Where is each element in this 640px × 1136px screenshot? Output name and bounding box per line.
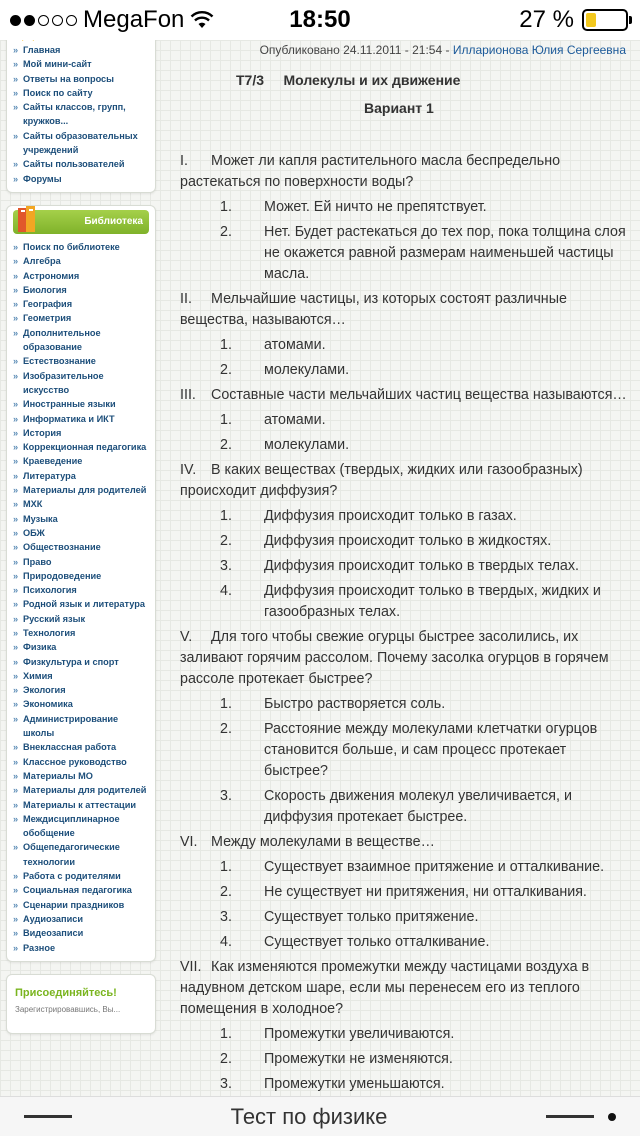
answer-number: 1. [220,859,232,875]
question-number: VI. [180,834,198,850]
answer-number: 3. [220,558,232,574]
question-number: III. [180,387,196,403]
sidebar-link[interactable]: » Материалы к аттестации [13,798,149,812]
sidebar-link[interactable]: » Администрирование школы [13,712,149,741]
sidebar-link[interactable]: » Экология [13,683,149,697]
answer-text: Не существует ни притяжения, ни отталкивания. [264,884,587,900]
sidebar-link[interactable]: » Дополнительное образование [13,326,149,355]
sidebar-link[interactable]: » МХК [13,497,149,511]
more-icon[interactable] [608,1113,616,1121]
sidebar-link[interactable]: » Материалы для родителей [13,483,149,497]
published-date: Опубликовано 24.11.2011 - 21:54 - [259,43,453,57]
status-bar [0,0,640,40]
answer-option [180,222,630,285]
answer-number: 2. [220,721,232,737]
sidebar-link[interactable]: » Коррекционная педагогика [13,440,149,454]
sidebar-link[interactable]: » Ответы на вопросы [13,72,149,86]
answer-option [180,197,630,218]
sidebar-link[interactable]: » Поиск по сайту [13,86,149,100]
answer-text: Существует только притяжение. [264,909,479,925]
test-title: Т7/3 Молекулы и их движение [236,72,461,88]
sidebar-link[interactable]: » Сценарии праздников [13,898,149,912]
answer-text: молекулами. [264,437,350,453]
sidebar-link[interactable]: » Аудиозаписи [13,912,149,926]
answer-number: 1. [220,412,232,428]
answer-option [180,1049,630,1070]
answer-option [180,531,630,552]
sidebar-link[interactable]: » Биология [13,283,149,297]
menu-list [13,43,149,186]
question [180,832,630,853]
sidebar-link[interactable]: » Сайты классов, групп, кружков... [13,100,149,129]
answer-text: Диффузия происходит только в жидкостях. [264,533,552,549]
library-panel [6,205,156,962]
sidebar-link[interactable]: » Поиск по библиотеке [13,240,149,254]
sidebar-link[interactable]: » Технология [13,626,149,640]
answer-text: Нет. Будет растекаться до тех пор, пока толщина слоя не окажется равной размерам наименьшей частицы масла. [264,224,626,282]
sidebar-link[interactable]: » Мой мини-сайт [13,57,149,71]
answer-number: 4. [220,934,232,950]
answer-text: атомами. [264,412,326,428]
answer-number: 2. [220,1051,232,1067]
answer-number: 4. [220,583,232,599]
wifi-icon [190,11,214,29]
question-text: Между молекулами в веществе… [211,834,435,850]
answer-option [180,435,630,456]
sidebar-link[interactable]: » История [13,426,149,440]
sidebar-link[interactable]: » Музыка [13,512,149,526]
answer-number: 2. [220,884,232,900]
sidebar-link[interactable]: » Алгебра [13,254,149,268]
question-number: IV. [180,462,197,478]
signal-strength-icon [10,15,77,26]
sidebar-link[interactable]: » Право [13,555,149,569]
question [180,289,630,331]
questions-list [180,151,630,1095]
status-right [519,6,628,34]
library-title: Библиотека [84,216,143,228]
carrier-name: MegaFon [83,6,185,33]
sidebar-link[interactable]: » Форумы [13,172,149,186]
answer-option [180,581,630,623]
answer-number: 1. [220,508,232,524]
sidebar-link[interactable]: » Изобразительное искусство [13,369,149,398]
sidebar-link[interactable]: » Астрономия [13,269,149,283]
answer-option [180,506,630,527]
library-panel-header [13,210,149,234]
answer-text: Скорость движения молекул увеличивается, и диффузия протекает быстрее. [264,788,572,825]
sidebar-link[interactable]: » Классное руководство [13,755,149,769]
battery-level [586,13,596,27]
sidebar-link[interactable]: » Внеклассная работа [13,740,149,754]
answer-option [180,335,630,356]
sidebar-link[interactable]: » Информатика и ИКТ [13,412,149,426]
sidebar-link[interactable]: » ОБЖ [13,526,149,540]
question-text: Составные части мельчайших частиц вещества называются… [211,387,627,403]
sidebar-link[interactable]: » Физкультура и спорт [13,655,149,669]
answer-number: 2. [220,533,232,549]
join-title[interactable]: Присоединяйтесь! [15,986,117,999]
answer-option [180,410,630,431]
answer-option [180,556,630,577]
sidebar-link[interactable]: » География [13,297,149,311]
answer-number: 2. [220,224,232,240]
sidebar-link[interactable]: » Главная [13,43,149,57]
answer-text: Промежутки не изменяются. [264,1051,453,1067]
answer-text: Диффузия происходит только в газах. [264,508,517,524]
sidebar-link[interactable]: » Сайты образовательных учреждений [13,129,149,158]
answer-number: 2. [220,437,232,453]
clock: 18:50 [289,6,351,33]
sidebar-link[interactable]: » Общепедагогические технологии [13,840,149,869]
sidebar-link[interactable]: » Социальная педагогика [13,883,149,897]
sidebar-link[interactable]: » Работа с родителями [13,869,149,883]
question-text: Может ли капля растительного масла беспредельно растекаться по поверхности воды? [180,153,561,190]
sidebar [6,28,156,1046]
answer-text: атомами. [264,337,326,353]
answer-text: Диффузия происходит только в твердых, жидких и газообразных телах. [264,583,601,620]
tabs-icon[interactable] [546,1115,594,1118]
menu-panel [6,28,156,193]
sidebar-link[interactable]: » Разное [13,941,149,955]
sidebar-link[interactable]: » Видеозаписи [13,926,149,940]
sidebar-link[interactable]: » Психология [13,583,149,597]
article [180,40,630,1099]
sidebar-link[interactable]: » Родной язык и литература [13,597,149,611]
sidebar-link[interactable]: » Иностранные языки [13,397,149,411]
status-left [10,6,214,34]
answer-number: 3. [220,1076,232,1092]
question-number: II. [180,291,192,307]
answer-number: 1. [220,696,232,712]
sidebar-link[interactable]: » Геометрия [13,311,149,325]
question-text: Мельчайшие частицы, из которых состоят различные вещества, называются… [180,291,567,328]
author-link[interactable]: Илларионова Юлия Сергеевна [452,43,626,57]
question [180,957,630,1020]
question-number: VII. [180,959,202,975]
sidebar-link[interactable]: » Обществознание [13,540,149,554]
answer-option [180,786,630,828]
question-text: В каких веществах (твердых, жидких или газообразных) происходит диффузия? [180,462,583,499]
sidebar-link[interactable]: » Русский язык [13,612,149,626]
publication-info [180,40,626,58]
battery-percent: 27 % [519,6,574,33]
answer-option [180,882,630,903]
answer-option [180,1024,630,1045]
sidebar-link[interactable]: » Экономика [13,697,149,711]
answer-option [180,907,630,928]
join-subtitle: Зарегистрировавшись, Вы... [15,1004,121,1014]
page-tab-title[interactable]: Тест по физике [230,1103,388,1129]
question-text: Как изменяются промежутки между частицами воздуха в надувном детском шаре, если мы перенесем его из теплого помещения в холодное? [180,959,590,1017]
answer-text: Быстро растворяется соль. [264,696,446,712]
menu-icon[interactable] [24,1115,72,1118]
question [180,627,630,690]
variant-label: Вариант 1 [364,100,434,116]
sidebar-link[interactable]: » Материалы для родителей [13,783,149,797]
answer-text: молекулами. [264,362,350,378]
sidebar-link[interactable]: » Литература [13,469,149,483]
question [180,385,630,406]
answer-text: Промежутки увеличиваются. [264,1026,455,1042]
sidebar-link[interactable]: » Краеведение [13,454,149,468]
sidebar-link[interactable]: » Физика [13,640,149,654]
sidebar-link[interactable]: » Сайты пользователей [13,157,149,171]
sidebar-link[interactable]: » Междисциплинарное обобщение [13,812,149,841]
answer-option [180,719,630,782]
answer-text: Может. Ей ничто не препятствует. [264,199,487,215]
question [180,151,630,193]
answer-option [180,932,630,953]
library-list [13,240,149,955]
question [180,460,630,502]
answer-option [180,360,630,381]
bottom-bar-right [546,1113,616,1121]
answer-text: Существует только отталкивание. [264,934,490,950]
answer-text: Диффузия происходит только в твердых телах. [264,558,579,574]
answer-option [180,1074,630,1095]
answer-option [180,857,630,878]
answer-number: 3. [220,788,232,804]
sidebar-link[interactable]: » Химия [13,669,149,683]
answer-number: 2. [220,362,232,378]
question-number: I. [180,153,188,169]
answer-number: 1. [220,199,232,215]
answer-text: Расстояние между молекулами клетчатки огурцов становится больше, и сам процесс протекает быстрее? [264,721,598,779]
answer-number: 1. [220,337,232,353]
question-number: V. [180,629,193,645]
book-icon [15,204,39,234]
answer-text: Существует взаимное притяжение и отталкивание. [264,859,605,875]
question-text: Для того чтобы свежие огурцы быстрее засолились, их заливают горячим рассолом. Почему засолка огурцов в горячем рассоле протекает быстрее? [180,629,609,687]
sidebar-link[interactable]: » Природоведение [13,569,149,583]
join-panel [6,974,156,1034]
answer-option [180,694,630,715]
answer-number: 1. [220,1026,232,1042]
answer-text: Промежутки уменьшаются. [264,1076,445,1092]
battery-icon [582,9,628,31]
sidebar-link[interactable]: » Естествознание [13,354,149,368]
sidebar-link[interactable]: » Материалы МО [13,769,149,783]
browser-bottom-bar [0,1096,640,1136]
answer-number: 3. [220,909,232,925]
